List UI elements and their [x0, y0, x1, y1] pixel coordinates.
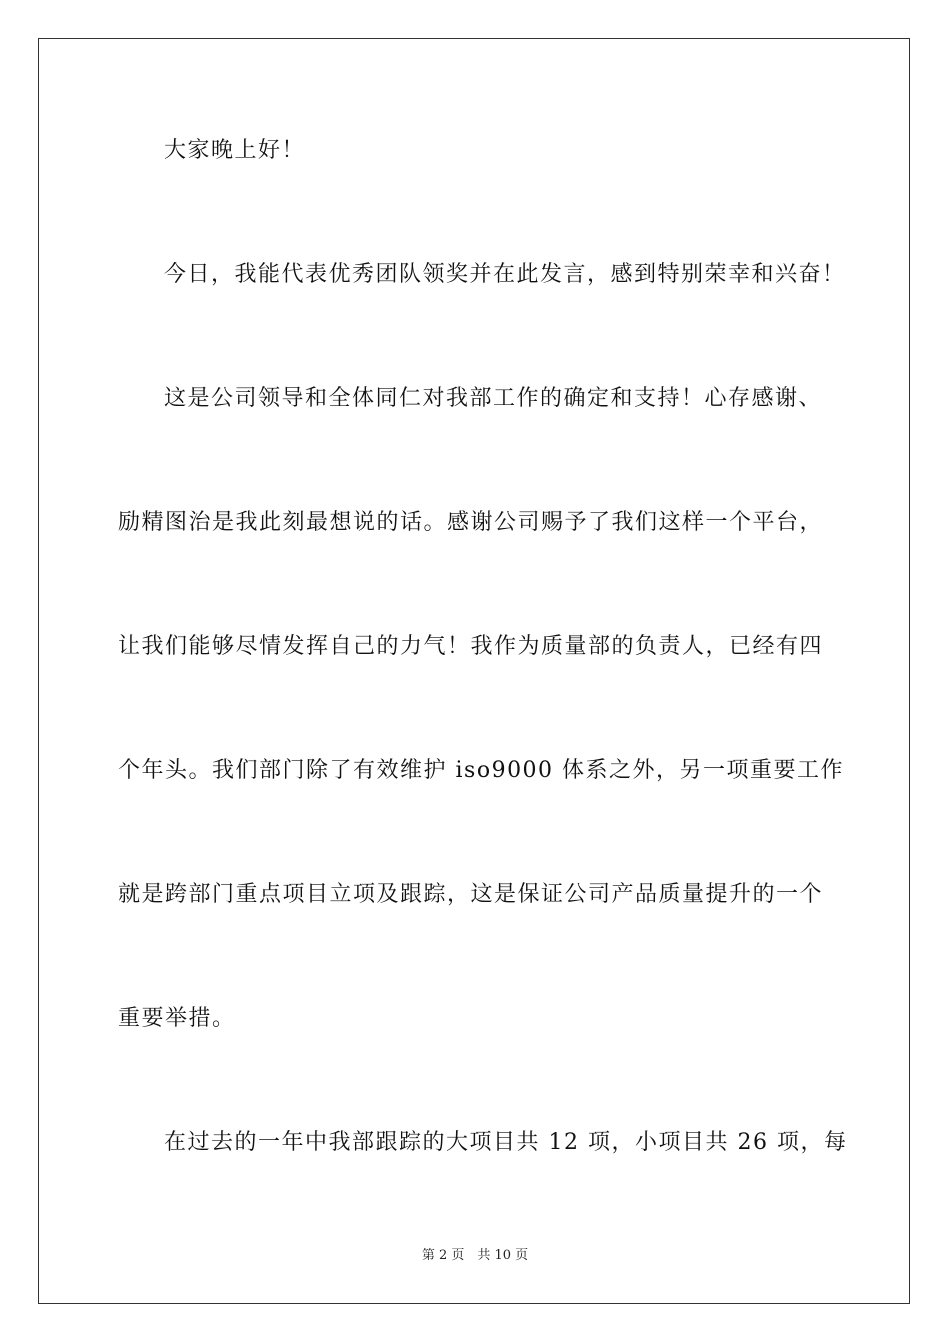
page-frame: [38, 38, 910, 1304]
text-line-paragraph-2-end: 重要举措。: [118, 1006, 236, 1031]
text-line-paragraph-2-start: 这是公司领导和全体同仁对我部工作的确定和支持！心存感谢、: [164, 386, 823, 411]
text-line-paragraph-2: 让我们能够尽情发挥自己的力气！我作为质量部的负责人，已经有四: [118, 634, 824, 659]
text-line-paragraph-3-start: 在过去的一年中我部跟踪的大项目共 12 项，小项目共 26 项，每: [164, 1130, 848, 1155]
text-line-paragraph-2: 个年头。我们部门除了有效维护 iso9000 体系之外，另一项重要工作: [118, 758, 845, 783]
text-line-paragraph-2: 励精图治是我此刻最想说的话。感谢公司赐予了我们这样一个平台，: [118, 510, 824, 535]
page-number-footer: 第 2 页 共 10 页: [421, 1248, 529, 1263]
text-line-paragraph-2: 就是跨部门重点项目立项及跟踪，这是保证公司产品质量提升的一个: [118, 882, 824, 907]
text-line-paragraph-1: 今日，我能代表优秀团队领奖并在此发言，感到特别荣幸和兴奋！: [164, 262, 846, 287]
text-line-greeting: 大家晚上好！: [164, 138, 306, 163]
